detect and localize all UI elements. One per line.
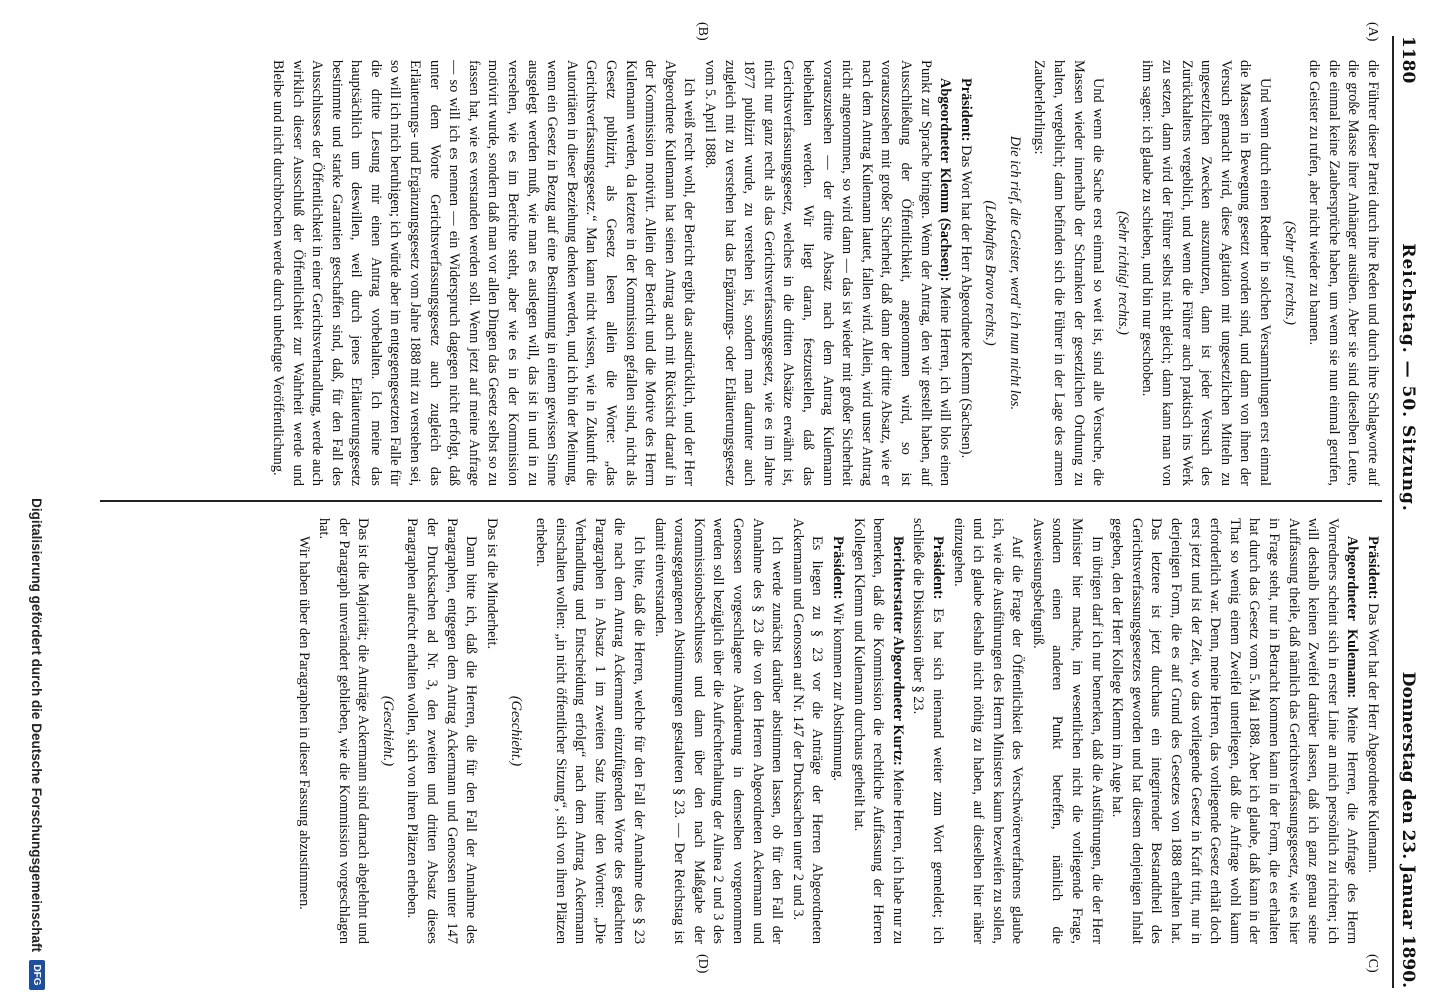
speaker-name: Präsident: (957, 78, 974, 142)
paragraph-text: Das ist die Minderheit. (483, 518, 500, 650)
paragraph-text: Es liegen zu § 23 vor die Anträge der Herren Abgeordneten Ackermann und Genossen auf Nr. 147 der Drucksachen unter 2 und 3. (789, 518, 826, 944)
digitization-footer (22, 40, 52, 990)
paragraph (314, 518, 373, 944)
page-header (1392, 36, 1432, 988)
paragraph (506, 518, 526, 944)
speaker-name: Berichterstatter Abgeordneter Kurtz: (889, 536, 906, 766)
paragraph-text: Ich weiß recht wohl, der Bericht ergibt das ausdrücklich, und der Herr Abgeordnete Kulemann hat seinen Antrag auch mit Rücksicht darauf in der Kommission motivirt. Allein der Bericht und die Motive des Herrn Kulemann werden, da letztere in der Kommission gefallen sind, nicht als Gesetz publizirt, als Gesetz lesen allein die Worte: „das Gerichtsverfassungsgesetz.“ Man kann nicht wissen, wie in Zukunft die Autoritäten in dieser Beziehung denken werden, und ich bin der Meinung, wenn ein Gesetz in Bezug auf eine Bestimmung in einem gewissen Sinne ausgelegt werden muß, wie man es auslegen will, das ist in und in zu versehen, wie es im Berichte steht, aber wie es in der Kommission motivirt wurde, sondern daß man vor allen Dingen das Gesetz selbst so zu fassen hat, wie es verstanden werden soll. Wenn jetzt auf meine Anfrage — so will ich es nennen — ein Widerspruch dagegen nicht erfolgt, daß unter dem Worte Gerichtsverfassungsgesetz auch zugleich das Erläuterungs- und Ergänzungsgesetz vom Jahre 1888 mit zu verstehen sei, so will ich mich beruhigen; ich würde aber im entgegengesetzten Falle für die dritte Lesung mir einen Antrag vorbehalten. Ich meine das hauptsächlich um deswillen, weil durch jenes Erläuterungsgesetz bestimmte und starke Garantien geschaffen sind, daß, für den Fall des Ausschlusses der Öffentlichkeit in einer Gerichtsverhandlung, werde auch wirklich dieser Ausschluß der Öffentlichkeit zur Wahrheit werde und Bleibe und nicht durchbrochen werde durch unbefugte Veröffentlichung. (269, 60, 698, 486)
paragraph-text: (Sehr gut! rechts.) (1281, 221, 1298, 325)
margin-mark-d: (D) (695, 954, 710, 974)
margin-mark-c: (C) (1365, 954, 1380, 973)
paragraph (908, 518, 947, 944)
paragraph-text: Und wenn die Sache erst einmal so weit ist, sind alle Versuche, die Massen wieder innerhalb der Schranken der gesetzlichen Ordnung zu halten, vergeblich; dann befinden sich die Führer in der Lage des armen Zauberlehrlings: (1031, 60, 1107, 486)
paragraph-text: Die ich rief, die Geister, werd' ich nun nicht los. (1006, 135, 1023, 411)
paragraph (649, 518, 786, 944)
speaker-name: Abgeordneter Kulemann: (1344, 536, 1361, 699)
paragraph (980, 60, 1000, 486)
paragraph (1027, 518, 1105, 944)
paragraph-text: Es hat sich niemand weiter zum Wort gemeldet; ich schließe die Diskussion über § 23. (910, 518, 946, 944)
paragraph-text: (Sehr richtig! rechts.) (1114, 211, 1131, 335)
paragraph (293, 518, 313, 944)
paragraph (1279, 60, 1299, 486)
left-column (92, 60, 1382, 486)
paragraph-text: Wir haben über den Paragraphen in dieser Fassung abzustimmen. (295, 536, 312, 910)
paragraph-text: Auf die Frage der Öffentlichkeit des Verschwörerverfahrens glaube ich, wie die Ausführungen des Herrn Ministers kaum bezweifen zu sollen, und ich glaube deshalb nicht nöthig zu haben, auf dieselben hier näher einzugehen. (950, 518, 1026, 944)
header-title: Reichstag. — 50. Sitzung. (1398, 243, 1418, 512)
paragraph-text: (Lebhaftes Bravo rechts.) (982, 200, 999, 346)
paragraph-text: Dann bitte ich, daß die Herren, die für den Fall der Annahme des Paragraphen, entgegen dem Antrag Ackermann und Genossen unter 147 der Drucksachen ad Nr. 3, den zweiten und dritten Absatz dieses Paragraphen aufrecht erhalten wollen, sich von ihren Plätzen erheben. (404, 518, 480, 944)
paragraph-text: Im übrigen darf ich nur bemerken, daß die Ausführungen, die der Herr Minister hier machte, im wesentlichen nicht die vorliegende Frage, sondern einen anderen Punkt betreffen, nämlich die Ausweisungsbefugniß. (1029, 518, 1105, 944)
paragraph (377, 518, 397, 944)
paragraph (848, 518, 907, 944)
speaker-name: Abgeordneter Klemm (Sachsen): (937, 78, 954, 282)
header-date: Donnerstag den 23. Januar 1890. (1398, 671, 1418, 988)
paragraph-text: Meine Herren, die Anfrage des Herrn Vorredners scheint sich in erster Linie an mich persönlich zu richten; ich will deshalb keinen Zweifel darüber lassen, daß ich ganz genau seine Auffassung theile, daß nämlich das Gerichtsverfassungsgesetz, wie es hier in Frage steht, nur in Betracht kommen kann in der Form, die es erhalten hat durch das Gesetz vom 5. Mai 1888. Aber ich glaube, daß kann in der That so wenig einem Zweifel unterliegen, daß die Anfrage wohl kaum erforderlich war. Denn, meine Herren, das vorliegende Gesetz erhält doch erst jetzt und ist der Zeit, wo das vorliegende Gesetz in Kraft tritt, nur in derjenigen Form, die es auf Grund des Gesetzes von 1888 erhalten hat. Das letztere ist jetzt durchaus ein integrirender Bestandtheil des Gerichtsverfassungsgesetzes geworden und hat diesem denjenigen Inhalt gegeben, den der Herr Kollege Klemm im Auge hat. (1109, 518, 1361, 944)
dfg-logo: DFG (29, 960, 45, 990)
footer-text: Digitalisierung gefördert durch die Deutsche Forschungsgemeinschaft (29, 498, 45, 952)
paragraph-text: (Geschieht.) (508, 695, 525, 767)
paragraph-text: Das ist die Majorität; die Anträge Ackermann sind darnach abgelehnt und der Paragraph unverändert geblieben, wie die Kommission vorgeschlagen hat. (316, 518, 372, 944)
page-number: 1180 (1398, 36, 1418, 84)
paragraph (530, 518, 648, 944)
paragraph-text: die Führer dieser Partei durch ihre Reden und durch ihre Schlagworte auf die große Masse ihrer Anhänger ausüben. Aber sie sind dieselben Leute, die einmal keine Zaubersprüche haben, um wenn sie nun einmal gerufen, die Geister zu rufen, aber nicht wieder zu bannen. (1306, 60, 1381, 486)
paragraph (955, 60, 975, 486)
paragraph-text: Und wenn durch einen Redner in solchen Versammlungen erst einmal die Massen in Bewegung gesetzt worden sind, und dann von ihnen der Versuch gemacht wird, diese Agitation mit ungesetzlichen Mitteln zu ungesetzlichen Zwecken auszunutzen, dann ist jeder Versuch des Zurückhaltens vergeblich, und wenn die Führer auch praktisch ins Werk zu setzen, dann wird der Führer selbst nicht gleich; dann kann man von ihm sagen: ich glaube zu schieben, und bin nur geschoben. (1139, 60, 1274, 486)
column-divider (100, 500, 1382, 502)
paragraph (1112, 60, 1132, 486)
paragraph-text: Meine Herren, ich will blos einen Punkt zur Sprache bringen. Wenn der Antrag, den wir gestellt haben, auf Ausschließung der Öffentlichkeit, angenommen wird, so ist vorauszusehen mit großer Sicherheit, daß dann der dritte Absatz, wie er nach dem Antrag Kulemann lautet, fallen wird. Allein, wird unser Antrag nicht angenommen, so wird dann — das ist wieder mit großer Sicherheit vorauszusehen — der dritte Absatz nach dem Antrag Kulemann beibehalten werden. Wir liegt daran, festzustellen, daß das Gerichtsverfassungsgesetz, welches in die dritten Absätze erwähnt ist, nicht nur ganz recht als das Gerichtsverfassungsgesetz, wie es im Jahre 1877 publizirt wurde, zu verstehen ist, sondern man darunter auch zugleich mit zu verstehen hat das Ergänzungs- oder Erläuterungsgesetz vom 5. April 1888. (702, 60, 954, 486)
paragraph (481, 518, 501, 944)
margin-mark-a: (A) (1365, 22, 1380, 42)
paragraph (267, 60, 698, 486)
margin-mark-b: (B) (695, 22, 710, 41)
speaker-name: Präsident: (1365, 536, 1381, 600)
paragraph (948, 518, 1026, 944)
paragraph-text: Wir kommen zur Abstimmung. (829, 599, 846, 781)
paragraph (1107, 518, 1362, 944)
paragraph-text: Ich werde zunächst darüber abstimmen lassen, ob für den Fall der Annahme des § 23 die von den Herren Abgeordneten Ackermann und Genossen vorgeschlagene Abänderung in demselben vorgenommen werden soll bezüglich über die Aufrechterhaltung der Alinea 2 und 3 des Kommissionsbeschlusses und dann über den nach Maßgabe der vorausgegangenen Abstimmungen gestalteten § 23. — Der Reichstag ist damit einverstanden. (651, 518, 786, 944)
paragraph-text: Das Wort hat der Herr Abgeordnete Klemm (Sachsen). (957, 141, 974, 459)
paragraph (402, 518, 480, 944)
speaker-name: Präsident: (929, 536, 946, 600)
right-column (92, 518, 1382, 944)
paragraph (1304, 60, 1382, 486)
paragraph-text: Das Wort hat der Herr Abgeordnete Kulemann. (1365, 599, 1381, 873)
paragraph (1004, 60, 1024, 486)
paragraph-text: Ich bitte, daß die Herren, welche für den Fall der Annahme des § 23 die nach dem Antrag Ackermann einzufügenden Worte des gedachten Paragraphen in Absatz 1 im zweiten Satz hinter den Worten: „Die Verhandlung und Entscheidung erfolgt“ nach dem Antrag Ackermann einschalten wollen: „in nicht öffentlicher Sitzung“, sich von ihren Plätzen erheben. (533, 518, 648, 944)
paragraph-text: Meine Herren, ich habe nur zu bemerken, daß die Kommission die rechtliche Auffassung der Herren Kollegen Klemm und Kulemann durchaus getheilt hat. (850, 518, 906, 944)
paragraph-text: (Geschieht.) (379, 695, 396, 767)
paragraph (827, 518, 847, 944)
paragraph (1137, 60, 1274, 486)
paragraph (1029, 60, 1107, 486)
paragraph (699, 60, 954, 486)
paragraph (1362, 518, 1382, 944)
speaker-name: Präsident: (829, 536, 846, 600)
paragraph (787, 518, 826, 944)
